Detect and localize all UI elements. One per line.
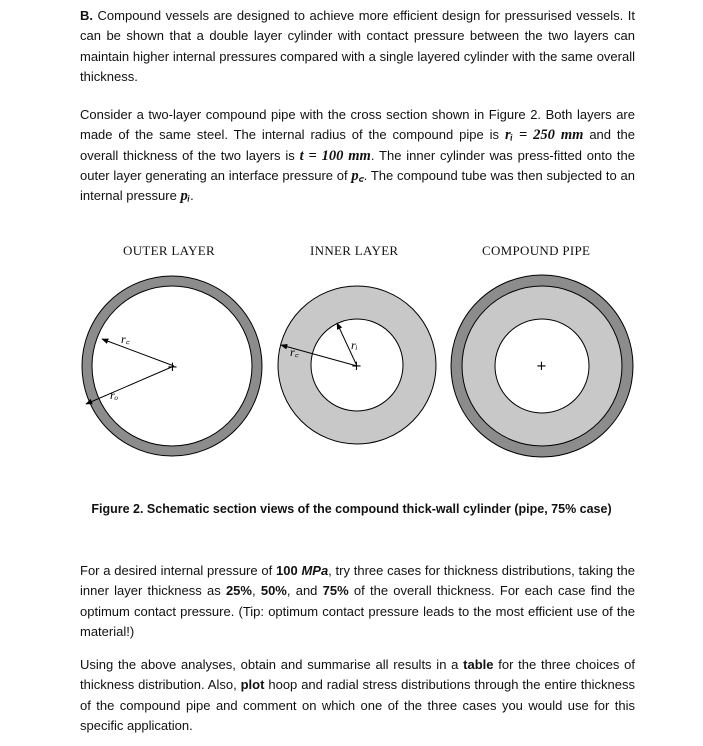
rc-label-inner: r꜀ [290,345,299,359]
pressure-unit: MPa [301,563,329,578]
deliverables-text-3: hoop and radial stress distributions through the entire thickness of the compound pipe and comment on which one of the three cases you would use for this specific application. [80,677,635,733]
problem-text-3: . The inner cylinder was press-fitted onto the outer layer generating an interface pressure of [80,147,636,183]
case-25: 25% [225,583,252,599]
ri-label: rᵢ [351,338,358,352]
intro-text: Compound vessels are designed to achieve more efficient design for pressurised vessels. It can be shown that a double layer cylinder with contact pressure between the two layers can maintain higher internal pressures compared with a single layered cylinder with the same overall thickness. [80,8,635,84]
cases-text-5: of the overall thickness. For each case find the optimum contact pressure. (Tip: optimum contact pressure leads to the most efficient use of the material!) [80,583,636,639]
internal-pressure-symbol: pᵢ [180,188,191,205]
deliverables-text-2: for the three choices of thickness distribution. Also, [80,657,635,693]
ro-label: rₒ [110,388,119,402]
deliverables-paragraph [80,655,635,736]
compound-pipe-label: COMPOUND PIPE [482,243,591,258]
center-mark: + [351,359,362,374]
problem-text-5: . [190,188,194,204]
inner-layer-section [278,286,436,444]
problem-text-2: and the overall thickness of the two layers is [80,127,635,163]
pressure-value: 100 [275,563,302,578]
deliverables-text-1: Using the above analyses, obtain and summarise all results in a [80,657,464,672]
problem-text-4: . The compound tube was then subjected to an internal pressure [80,167,635,204]
cases-text-1: For a desired internal pressure of [80,563,276,578]
case-50: 50% [260,583,287,599]
problem-text-1: Consider a two-layer compound pipe with the cross section shown in Figure 2. Both layers are made of the same steel. The internal radius of the compound pipe is [80,107,635,143]
figure-caption: Figure 2. Schematic section views of the compound thick-wall cylinder (pipe, 75% case) [91,502,612,516]
cases-text-2: , try three cases for thickness distributions, taking the inner layer thickness as [80,563,635,599]
outer-layer-label: OUTER LAYER [123,243,216,258]
compound-pipe-section [451,275,633,457]
table-keyword: table [463,657,494,672]
center-mark: + [167,360,178,375]
plot-keyword: plot [240,677,265,693]
case-75: 75% [322,583,349,599]
cases-paragraph [80,561,635,642]
section-label: B. [80,8,93,23]
contact-pressure-symbol: p꜀ [351,167,364,184]
thickness-expression: t = 100 mm [299,147,371,164]
inner-layer-label: INNER LAYER [310,243,399,258]
cases-text-3: , [251,583,261,599]
cases-text-4: , and [286,583,323,599]
rc-label-outer: r꜀ [121,332,130,346]
center-mark: + [536,359,547,374]
inner-radius-expression: rᵢ = 250 mm [504,127,584,144]
outer-layer-section [82,276,262,456]
